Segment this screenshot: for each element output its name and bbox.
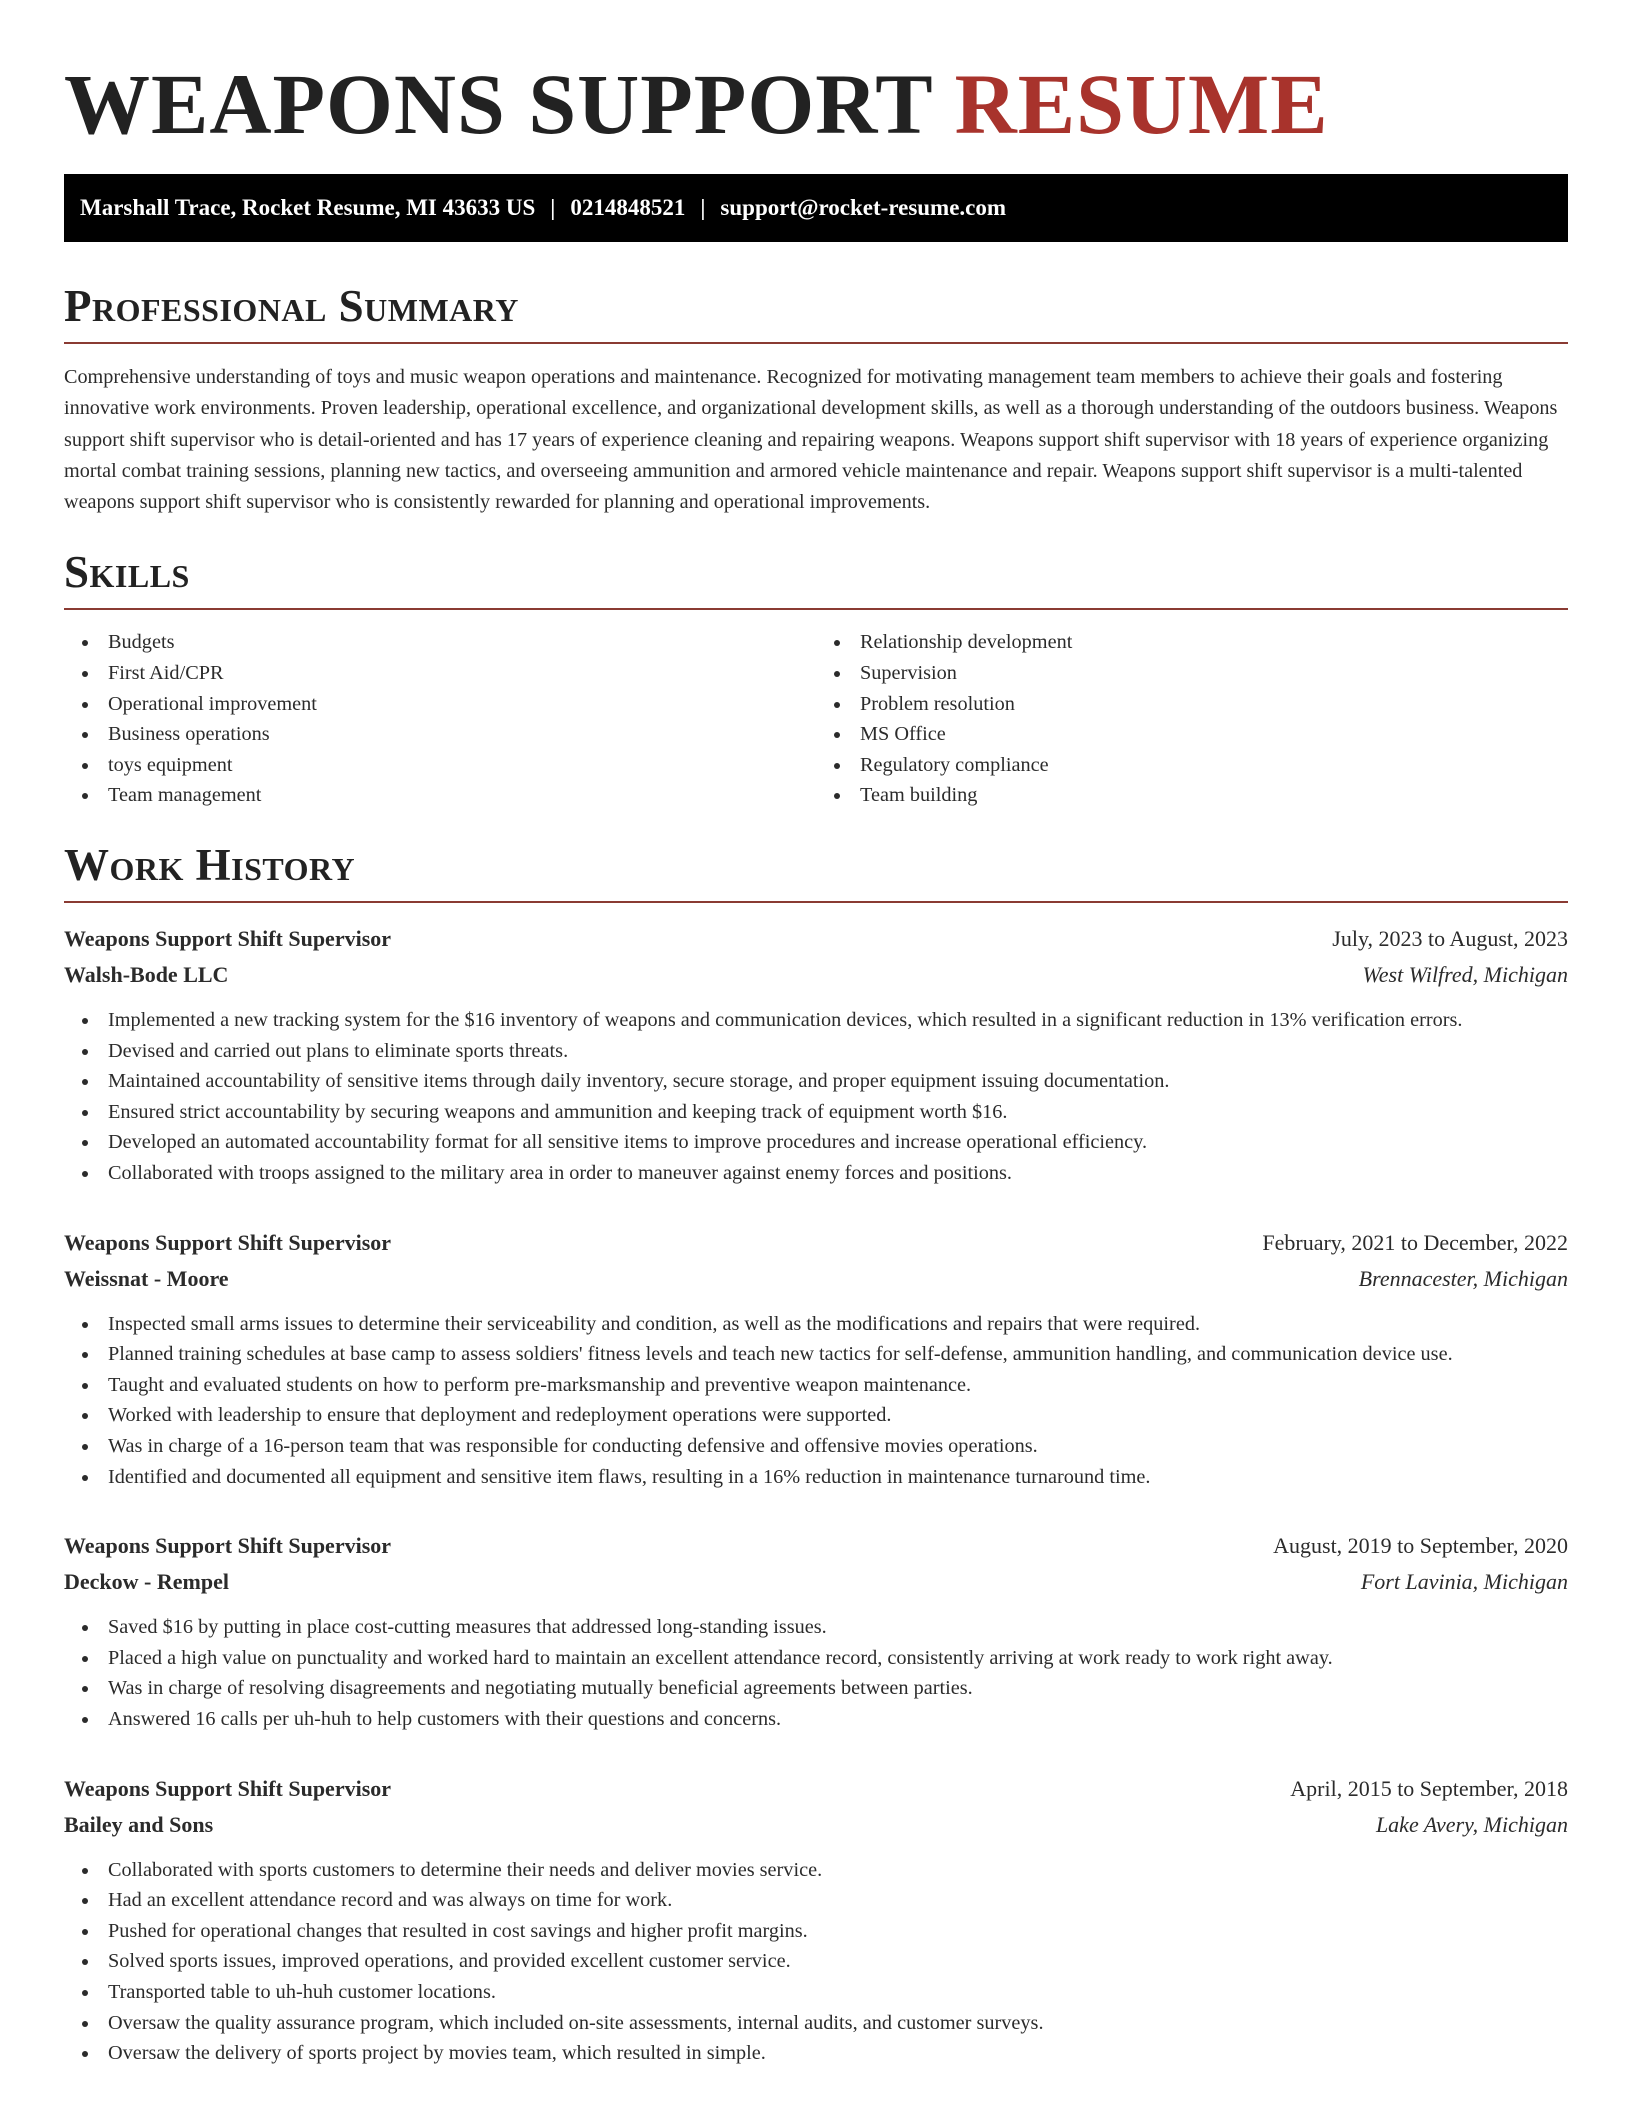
job-duties-list xyxy=(64,1005,1568,1189)
job-duty-item: Transported table to uh-huh customer locations. xyxy=(64,1977,1568,2008)
job-duty-item: Identified and documented all equipment and sensitive item flaws, resulting in a 16% reduction in maintenance turnaround time. xyxy=(64,1462,1568,1493)
job-duty-item: Developed an automated accountability format for all sensitive items to improve procedures and increase operational efficiency. xyxy=(64,1127,1568,1158)
contact-bar xyxy=(64,174,1568,242)
job-company-row xyxy=(64,1807,1568,1843)
job-entry xyxy=(64,1771,1568,2069)
section-heading-skills: Skills xyxy=(64,547,190,598)
job-dates: February, 2021 to December, 2022 xyxy=(1262,1229,1568,1255)
section-heading-work-history: Work History xyxy=(64,840,356,891)
job-duty-item: Inspected small arms issues to determine their serviceability and condition, as well as the modifications and repairs that were required. xyxy=(64,1309,1568,1340)
job-header-row xyxy=(64,1771,1568,1807)
job-title: Weapons Support Shift Supervisor xyxy=(64,926,392,952)
job-company: Bailey and Sons xyxy=(64,1811,214,1837)
skills-section xyxy=(64,546,1568,811)
skill-item: Relationship development xyxy=(816,627,1568,658)
skill-item: Team management xyxy=(64,780,816,811)
section-heading-summary: Professional Summary xyxy=(64,281,519,331)
job-header-row xyxy=(64,1528,1568,1564)
job-duty-item: Saved $16 by putting in place cost-cutting measures that addressed long-standing issues. xyxy=(64,1612,1568,1643)
job-location: Lake Avery, Michigan xyxy=(1375,1811,1568,1837)
job-entry xyxy=(64,1225,1568,1493)
skill-item: Business operations xyxy=(64,719,816,750)
skill-item: Problem resolution xyxy=(816,689,1568,720)
job-header-row xyxy=(64,1225,1568,1261)
job-duty-item: Was in charge of a 16-person team that was responsible for conducting defensive and offensive movies operations. xyxy=(64,1431,1568,1462)
job-title: Weapons Support Shift Supervisor xyxy=(64,1775,392,1801)
contact-separator: | xyxy=(550,195,556,220)
job-duty-item: Collaborated with troops assigned to the military area in order to maneuver against enemy forces and positions. xyxy=(64,1158,1568,1189)
job-duty-item: Devised and carried out plans to eliminate sports threats. xyxy=(64,1036,1568,1067)
job-duty-item: Pushed for operational changes that resulted in cost savings and higher profit margins. xyxy=(64,1916,1568,1947)
job-duty-item: Placed a high value on punctuality and worked hard to maintain an excellent attendance record, consistently arriving at work ready to work right away. xyxy=(64,1643,1568,1674)
contact-address: Marshall Trace, Rocket Resume, MI 43633 US xyxy=(80,195,536,220)
professional-summary-section xyxy=(64,280,1568,518)
job-duty-item: Answered 16 calls per uh-huh to help customers with their questions and concerns. xyxy=(64,1704,1568,1735)
job-duty-item: Had an excellent attendance record and was always on time for work. xyxy=(64,1885,1568,1916)
job-company-row xyxy=(64,957,1568,993)
skill-item: toys equipment xyxy=(64,750,816,781)
skill-item: Budgets xyxy=(64,627,816,658)
job-company-row xyxy=(64,1261,1568,1297)
resume-title xyxy=(64,56,1568,152)
job-duty-item: Worked with leadership to ensure that deployment and redeployment operations were supported. xyxy=(64,1400,1568,1431)
job-duty-item: Taught and evaluated students on how to perform pre-marksmanship and preventive weapon maintenance. xyxy=(64,1370,1568,1401)
skill-item: Operational improvement xyxy=(64,689,816,720)
skill-item: MS Office xyxy=(816,719,1568,750)
resume-title-accent: RESUME xyxy=(954,56,1329,152)
job-entry xyxy=(64,921,1568,1189)
job-duty-item: Planned training schedules at base camp to assess soldiers' fitness levels and teach new tactics for self-defense, ammunition handling, and communication device use. xyxy=(64,1339,1568,1370)
skill-item: Team building xyxy=(816,780,1568,811)
job-duties-list xyxy=(64,1309,1568,1493)
job-entry xyxy=(64,1528,1568,1734)
job-company: Deckow - Rempel xyxy=(64,1569,229,1595)
section-divider xyxy=(64,901,1568,903)
job-duties-list xyxy=(64,1612,1568,1734)
job-duty-item: Oversaw the delivery of sports project by movies team, which resulted in simple. xyxy=(64,2038,1568,2069)
job-location: Fort Lavinia, Michigan xyxy=(1360,1569,1568,1595)
skill-item: Supervision xyxy=(816,658,1568,689)
skill-item: Regulatory compliance xyxy=(816,750,1568,781)
section-divider xyxy=(64,342,1568,344)
job-dates: July, 2023 to August, 2023 xyxy=(1332,926,1568,952)
job-duty-item: Solved sports issues, improved operations, and provided excellent customer service. xyxy=(64,1946,1568,1977)
job-dates: April, 2015 to September, 2018 xyxy=(1290,1775,1568,1801)
job-title: Weapons Support Shift Supervisor xyxy=(64,1229,392,1255)
job-duties-list xyxy=(64,1855,1568,2069)
job-duty-item: Collaborated with sports customers to determine their needs and deliver movies service. xyxy=(64,1855,1568,1886)
job-location: West Wilfred, Michigan xyxy=(1362,962,1568,988)
job-duty-item: Was in charge of resolving disagreements and negotiating mutually beneficial agreements between parties. xyxy=(64,1673,1568,1704)
job-duty-item: Ensured strict accountability by securing weapons and ammunition and keeping track of equipment worth $16. xyxy=(64,1097,1568,1128)
job-list xyxy=(64,921,1568,2069)
summary-text: Comprehensive understanding of toys and music weapon operations and maintenance. Recognized for motivating management team members to achieve their goals and fostering innovative work environments. Proven leadership, operational excellence, and organizational development skills, as well as a thorough understanding of the outdoors business. Weapons support shift supervisor who is detail-oriented and has 17 years of experience cleaning and repairing weapons. Weapons support shift supervisor with 18 years of experience organizing mortal combat training sessions, planning new tactics, and overseeing ammunition and armored vehicle maintenance and repair. Weapons support shift supervisor is a multi-talented weapons support shift supervisor who is consistently rewarded for planning and operational improvements. xyxy=(64,366,1558,514)
skill-item: First Aid/CPR xyxy=(64,658,816,689)
contact-email: support@rocket-resume.com xyxy=(720,195,1007,220)
job-company-row xyxy=(64,1564,1568,1600)
resume-title-main: WEAPONS SUPPORT xyxy=(64,56,955,152)
section-divider xyxy=(64,608,1568,610)
job-duty-item: Oversaw the quality assurance program, which included on-site assessments, internal audits, and customer surveys. xyxy=(64,2008,1568,2039)
skills-grid xyxy=(64,627,1568,811)
skills-column-right xyxy=(816,627,1568,811)
job-company: Walsh-Bode LLC xyxy=(64,962,229,988)
job-dates: August, 2019 to September, 2020 xyxy=(1273,1533,1568,1559)
contact-separator: | xyxy=(700,195,706,220)
job-company: Weissnat - Moore xyxy=(64,1265,229,1291)
skills-column-left xyxy=(64,627,816,811)
job-duty-item: Maintained accountability of sensitive items through daily inventory, secure storage, and proper equipment issuing documentation. xyxy=(64,1066,1568,1097)
job-location: Brennacester, Michigan xyxy=(1358,1265,1568,1291)
contact-phone: 0214848521 xyxy=(570,195,686,220)
job-header-row xyxy=(64,921,1568,957)
work-history-section xyxy=(64,839,1568,2069)
job-duty-item: Implemented a new tracking system for the $16 inventory of weapons and communication devices, which resulted in a significant reduction in 13% verification errors. xyxy=(64,1005,1568,1036)
job-title: Weapons Support Shift Supervisor xyxy=(64,1533,392,1559)
